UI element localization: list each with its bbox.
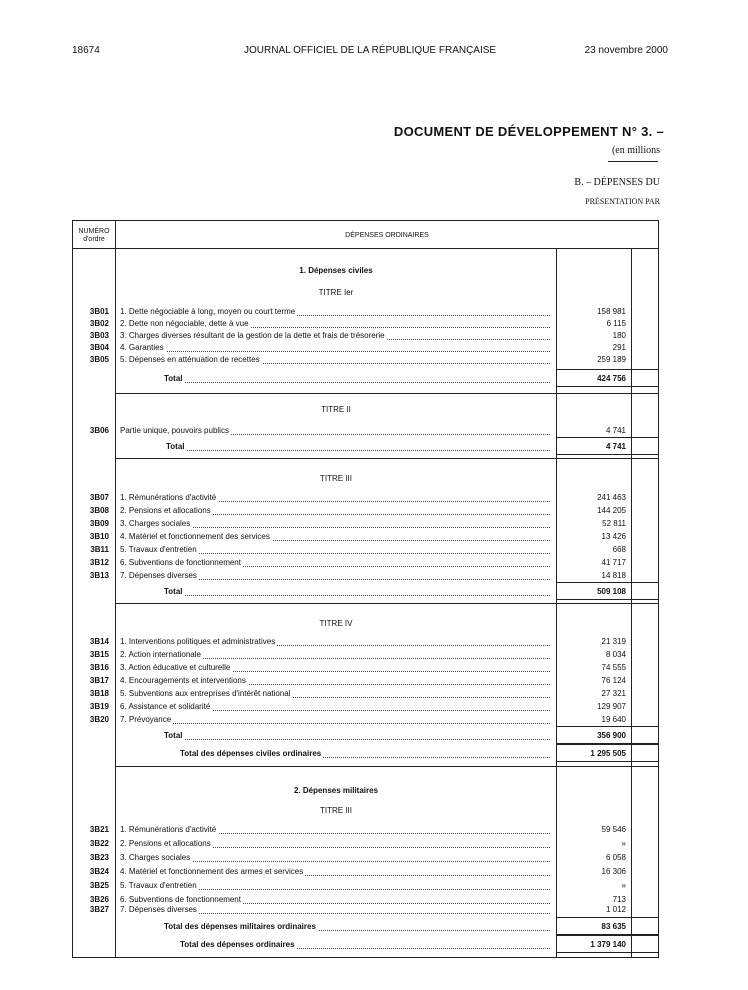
row-code: 3B11 [90, 545, 109, 554]
row-code: 3B25 [89, 881, 109, 890]
row-label-text: 4. Matériel et fonctionnement des services [120, 532, 270, 541]
row-code: 3B14 [89, 637, 109, 646]
row-value: 424 756 [597, 374, 626, 383]
heading-titre-4: TITRE IV [319, 619, 353, 628]
row-label [120, 689, 550, 700]
block-separator [116, 393, 659, 394]
unit-note: (en millions [611, 145, 660, 156]
row-code: 3B09 [89, 519, 109, 528]
row-label [120, 519, 550, 530]
section-depenses-militaires: 2. Dépenses militaires [293, 786, 379, 795]
row-label [120, 839, 550, 850]
total-box-top [557, 726, 658, 727]
row-code: 3B26 [89, 895, 109, 904]
row-code: 3B08 [89, 506, 109, 515]
row-label [120, 506, 550, 517]
table-top-border [72, 220, 659, 221]
row-label-text: 6. Assistance et solidarité [120, 702, 211, 711]
row-value: 713 [612, 895, 626, 904]
row-label-text: 2. Pensions et allocations [120, 506, 211, 515]
row-label-text: 1. Interventions politiques et administratives [120, 637, 276, 646]
row-value: 129 907 [597, 702, 626, 711]
row-value: 83 635 [601, 922, 626, 931]
row-label [120, 650, 550, 661]
row-code: 3B01 [89, 307, 109, 316]
row-value: 6 115 [606, 319, 626, 328]
row-label [120, 825, 550, 836]
unit-underline [608, 161, 658, 162]
row-label [120, 331, 550, 342]
row-value: 27 321 [601, 689, 626, 698]
row-label-text: Total des dépenses militaires ordinaires [164, 922, 316, 931]
heading-titre-1: TITRE Ier [318, 288, 354, 297]
row-value: 241 463 [597, 493, 626, 502]
row-label-text: 7. Dépenses diverses [120, 571, 197, 580]
header-numero: NUMÉRO [78, 228, 110, 235]
row-label [120, 867, 550, 878]
row-code: 3B05 [89, 355, 109, 364]
row-value: 16 306 [601, 867, 626, 876]
heading-titre-3-militaire: TITRE III [320, 806, 352, 815]
row-value: 509 108 [597, 587, 626, 596]
total-box-bottom [557, 454, 658, 455]
row-label [164, 587, 550, 598]
row-value: 6 058 [605, 853, 626, 862]
row-code: 3B22 [89, 839, 109, 848]
row-label-text: 6. Subventions de fonctionnement [120, 895, 241, 904]
section-depenses-civiles: 1. Dépenses civiles [299, 266, 373, 275]
publication-date: 23 novembre 2000 [584, 45, 668, 56]
row-value: 76 124 [601, 676, 626, 685]
row-code: 3B06 [89, 426, 109, 435]
row-code: 3B20 [89, 715, 109, 724]
row-label-text: 5. Subventions aux entreprises d'intérêt national [120, 689, 291, 698]
row-code: 3B15 [89, 650, 109, 659]
row-value: 1 295 505 [590, 749, 626, 758]
row-label-text: 1. Rémunérations d'activité [120, 493, 217, 502]
row-label [120, 571, 550, 582]
row-label-text: 1. Dette négociable à long, moyen ou court terme [120, 307, 296, 316]
row-code: 3B21 [89, 825, 109, 834]
row-label [164, 374, 550, 385]
row-label-text: 2. Pensions et allocations [120, 839, 211, 848]
row-value: 4 741 [605, 442, 626, 451]
row-label [120, 676, 550, 687]
table-bottom-border [72, 957, 659, 958]
total-box-top [557, 935, 658, 936]
row-value: 21 319 [601, 637, 626, 646]
total-box-top [557, 917, 658, 918]
heading-titre-2: TITRE II [321, 405, 351, 414]
row-code: 3B07 [89, 493, 109, 502]
row-label [120, 532, 550, 543]
row-code: 3B04 [89, 343, 109, 352]
table-right-border [658, 220, 659, 958]
row-value: 14 818 [601, 571, 626, 580]
row-label [120, 637, 550, 648]
row-value: 19 640 [601, 715, 626, 724]
row-label-text: Partie unique, pouvoirs publics [120, 426, 229, 435]
block-separator [116, 603, 659, 604]
row-code: 3B17 [89, 676, 109, 685]
row-label [120, 853, 550, 864]
total-box-bottom [557, 952, 658, 953]
row-label [120, 343, 550, 354]
row-code: 3B03 [89, 331, 109, 340]
row-code: 3B18 [89, 689, 109, 698]
row-label [180, 749, 550, 760]
row-label-text: 7. Prévoyance [120, 715, 172, 724]
total-box-bottom [557, 599, 658, 600]
row-value: 259 189 [597, 355, 626, 364]
row-code: 3B27 [89, 905, 109, 914]
row-label-text: 5. Dépenses en atténuation de recettes [120, 355, 260, 364]
row-label-text: 2. Action internationale [120, 650, 201, 659]
row-label-text: 5. Travaux d'entretien [120, 881, 197, 890]
total-box-top [557, 437, 658, 438]
row-value: 668 [612, 545, 626, 554]
row-label [120, 545, 550, 556]
row-label [120, 426, 550, 437]
row-code: 3B19 [89, 702, 109, 711]
row-value: 291 [612, 343, 626, 352]
total-box-bottom [557, 761, 658, 762]
row-label [120, 319, 550, 330]
row-label-text: 4. Garanties [120, 343, 164, 352]
row-label-text: Total [164, 587, 183, 596]
row-value: » [621, 881, 626, 890]
row-value: 41 717 [601, 558, 626, 567]
row-label [120, 558, 550, 569]
row-value: 144 205 [597, 506, 626, 515]
row-value: » [621, 839, 626, 848]
subsection-title: PRÉSENTATION PAR [585, 197, 660, 206]
row-label [120, 905, 550, 916]
row-code: 3B12 [89, 558, 109, 567]
row-label [164, 922, 550, 933]
row-value: 158 981 [597, 307, 626, 316]
total-box-top [557, 744, 658, 745]
row-label-text: Total [164, 374, 183, 383]
row-value: 13 426 [601, 532, 626, 541]
header-ordre: d'ordre [83, 236, 105, 243]
row-code: 3B10 [89, 532, 109, 541]
row-code: 3B02 [89, 319, 109, 328]
total-box-top [557, 369, 658, 370]
block-separator [116, 458, 659, 459]
code-column-divider [115, 220, 116, 958]
row-label [120, 715, 550, 726]
row-label [120, 493, 550, 504]
row-label [120, 702, 550, 713]
row-label [120, 881, 550, 892]
total-box-top [557, 582, 658, 583]
row-label [180, 940, 550, 951]
row-label-text: 7. Dépenses diverses [120, 905, 197, 914]
row-value: 4 741 [605, 426, 626, 435]
journal-title: JOURNAL OFFICIEL DE LA RÉPUBLIQUE FRANÇAISE [244, 45, 497, 56]
row-label [164, 731, 550, 742]
document-title: DOCUMENT DE DÉVELOPPEMENT N° 3. – [393, 124, 664, 139]
row-code: 3B24 [89, 867, 109, 876]
header-depenses: DÉPENSES ORDINAIRES [345, 232, 429, 239]
table-header-border [72, 248, 659, 249]
row-label-text: 3. Charges sociales [120, 853, 191, 862]
row-label [166, 442, 550, 453]
row-value: 356 900 [597, 731, 626, 740]
row-value: 1 012 [605, 905, 626, 914]
row-label-text: Total des dépenses civiles ordinaires [180, 749, 322, 758]
row-label-text: 1. Rémunérations d'activité [120, 825, 217, 834]
section-title: B. – DÉPENSES DU [574, 177, 660, 188]
row-value: 180 [612, 331, 626, 340]
row-value: 59 546 [601, 825, 626, 834]
row-value: 1 379 140 [590, 940, 626, 949]
row-label-text: Total des dépenses ordinaires [180, 940, 295, 949]
row-label-text: 3. Charges diverses résultant de la gestion de la dette et frais de trésorerie [120, 331, 385, 340]
row-label-text: 5. Travaux d'entretien [120, 545, 197, 554]
block-separator [116, 766, 659, 767]
heading-titre-3: TITRE III [320, 474, 352, 483]
row-label-text: Total [166, 442, 185, 451]
row-label [120, 663, 550, 674]
row-value: 8 034 [605, 650, 626, 659]
row-label-text: 3. Action éducative et culturelle [120, 663, 231, 672]
row-label-text: Total [164, 731, 183, 740]
row-code: 3B16 [89, 663, 109, 672]
row-label-text: 4. Encouragements et interventions [120, 676, 246, 685]
row-value: 74 555 [601, 663, 626, 672]
row-label [120, 355, 550, 366]
row-label-text: 2. Dette non négociable, dette à vue [120, 319, 249, 328]
page-number: 18674 [72, 45, 100, 56]
row-value: 52 811 [602, 519, 626, 528]
row-label-text: 6. Subventions de fonctionnement [120, 558, 241, 567]
total-box-bottom [557, 386, 658, 387]
row-label [120, 307, 550, 318]
row-label-text: 4. Matériel et fonctionnement des armes et services [120, 867, 304, 876]
row-label-text: 3. Charges sociales [120, 519, 191, 528]
row-code: 3B13 [89, 571, 109, 580]
row-code: 3B23 [89, 853, 109, 862]
